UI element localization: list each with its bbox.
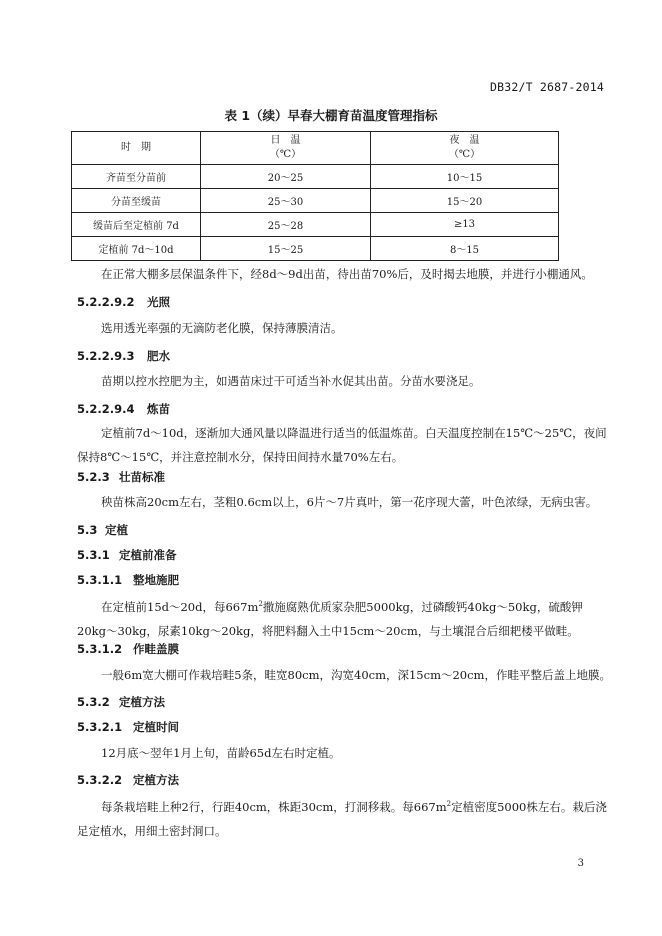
cell-night: 15～20 xyxy=(371,189,559,213)
paragraph-soil-part1: 在定植前15d～20d，每667m xyxy=(101,599,259,614)
header-day-unit: （℃） xyxy=(269,149,302,160)
heading-text: 光照 xyxy=(147,295,170,309)
heading-text: 壮苗标准 xyxy=(119,470,165,484)
heading-text: 整地施肥 xyxy=(133,573,179,587)
cell-night: ≥13 xyxy=(371,213,559,237)
document-id: DB32/T 2687-2014 xyxy=(490,80,604,94)
table-row xyxy=(72,189,559,213)
cell-night: 8～15 xyxy=(371,237,559,261)
header-night-label: 夜 温 xyxy=(449,135,480,146)
paragraph-soil xyxy=(77,592,607,643)
heading-time xyxy=(77,719,179,735)
heading-text: 定植方法 xyxy=(119,695,165,709)
paragraph-bed: 一般6m宽大棚可作栽培畦5条，畦宽80cm，沟宽40cm，深15cm～20cm，作畦平整后盖上地膜。 xyxy=(101,668,611,682)
header-night-unit: （℃） xyxy=(448,149,481,160)
cell-period: 分苗至缓苗 xyxy=(72,189,201,213)
cell-day: 20～25 xyxy=(201,165,371,189)
heading-text: 作畦盖膜 xyxy=(133,642,179,656)
paragraph-way xyxy=(77,792,607,843)
cell-day: 25～30 xyxy=(201,189,371,213)
heading-number: 5.3.2.2 xyxy=(77,773,123,787)
heading-number: 5.2.2.9.3 xyxy=(77,349,135,363)
heading-number: 5.3.2 xyxy=(77,695,110,709)
heading-number: 5.3 xyxy=(77,523,98,537)
table-row xyxy=(72,237,559,261)
paragraph-water: 苗期以控水控肥为主，如遇苗床过干可适当补水促其出苗。分苗水要浇足。 xyxy=(101,374,481,388)
page-number: 3 xyxy=(577,858,584,869)
heading-planting xyxy=(77,522,128,538)
superscript: 2 xyxy=(258,600,263,608)
heading-soil xyxy=(77,572,179,588)
heading-text: 定植时间 xyxy=(133,720,179,734)
heading-text: 定植 xyxy=(105,523,128,537)
heading-water xyxy=(77,348,170,364)
header-night-temp xyxy=(371,132,559,165)
heading-preparation xyxy=(77,547,177,563)
paragraph-harden: 定植前7d～10d，逐渐加大通风量以降温进行适当的低温炼苗。白天温度控制在15℃～25℃，夜间保持8℃～15℃，并注意控制水分，保持田间持水量70%左右。 xyxy=(77,426,607,464)
cell-day: 25～28 xyxy=(201,213,371,237)
paragraph-way-part1: 每条栽培畦上种2行，行距40cm，株距30cm，打洞移栽。每667m xyxy=(101,799,447,814)
header-day-temp xyxy=(201,132,371,165)
cell-period: 齐苗至分苗前 xyxy=(72,165,201,189)
header-day-label: 日 温 xyxy=(270,135,301,146)
paragraph-soil-part2: 撒施腐熟优质家杂肥5000kg，过磷酸钙40kg～50kg，硫酸钾20kg～30kg，尿素10kg～20kg，将肥料翻入土中15cm～20cm，与土壤混合后细耙楼平做畦。 xyxy=(77,599,583,638)
table-row xyxy=(72,165,559,189)
heading-strong-seedling xyxy=(77,469,165,485)
paragraph-light: 选用透光率强的无滴防老化膜，保持薄膜清洁。 xyxy=(101,321,343,335)
heading-number: 5.3.1.1 xyxy=(77,573,123,587)
heading-number: 5.3.1.2 xyxy=(77,642,123,656)
cell-period: 缓苗后至定植前 7d xyxy=(72,213,201,237)
heading-bed xyxy=(77,641,179,657)
heading-method xyxy=(77,694,165,710)
heading-text: 肥水 xyxy=(147,349,170,363)
cell-period: 定植前 7d～10d xyxy=(72,237,201,261)
heading-text: 定植前准备 xyxy=(119,548,177,562)
heading-text: 炼苗 xyxy=(147,402,170,416)
heading-number: 5.2.2.9.2 xyxy=(77,295,135,309)
header-period: 时 期 xyxy=(72,132,201,165)
paragraph-strong-seedling: 秧苗株高20cm左右，茎粗0.6cm以上，6片～7片真叶，第一花序现大蕾，叶色浓绿，无病虫害。 xyxy=(101,495,598,509)
paragraph-after-table: 在正常大棚多层保温条件下，经8d～9d出苗，待出苗70%后，及时揭去地膜，并进行小棚通风。 xyxy=(101,267,593,281)
paragraph-time: 12月底～翌年1月上旬，苗龄65d左右时定植。 xyxy=(101,746,341,760)
table-title: 表 1（续）早春大棚育苗温度管理指标 xyxy=(224,108,438,123)
table-header-row xyxy=(72,132,559,165)
temperature-table xyxy=(71,131,559,261)
cell-day: 15～25 xyxy=(201,237,371,261)
heading-number: 5.3.2.1 xyxy=(77,720,123,734)
cell-night: 10～15 xyxy=(371,165,559,189)
paragraph-way-part2: 定植密度5000株左右。栽后浇足定植水，用细土密封洞口。 xyxy=(77,799,607,838)
heading-harden xyxy=(77,401,170,417)
table-row xyxy=(72,213,559,237)
heading-number: 5.2.3 xyxy=(77,470,110,484)
heading-light xyxy=(77,294,170,310)
superscript: 2 xyxy=(446,800,452,808)
heading-number: 5.3.1 xyxy=(77,548,110,562)
heading-number: 5.2.2.9.4 xyxy=(77,402,135,416)
heading-text: 定植方法 xyxy=(133,773,179,787)
heading-way xyxy=(77,772,179,788)
